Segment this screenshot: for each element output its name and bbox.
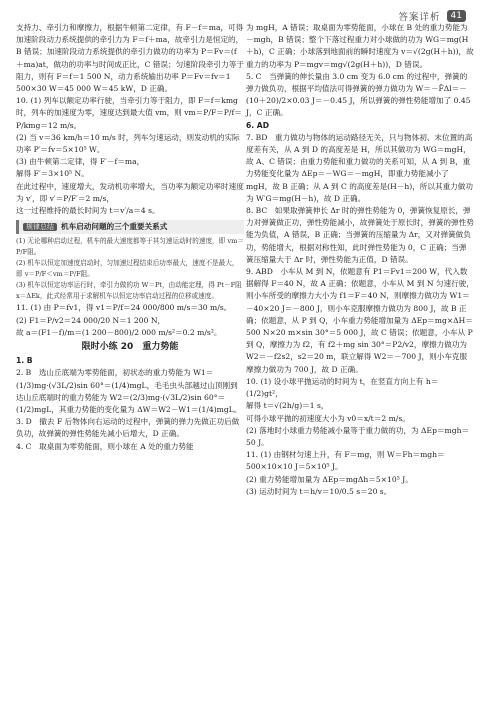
- paragraph: 8. BC 如果取弹簧伸长 Δr 时的弹性势能为 0，弹簧恢复原长，弹力对弹簧做正功，弹性势能减小，故弹簧处于原长时，弹簧的弹性势能为负值，A 错误，B 正确；当弹簧的压缩量为 Δr，又对弹簧做负功，势能增大，根据对称性知，此时弹性势能为 0，C 正确；当弹簧压缩量大于 Δr 时，弹性势能为正值，D 错误。: [246, 206, 474, 264]
- right-column: [246, 22, 474, 498]
- paragraph: (2) 当 v＝36 km/h＝10 m/s 时，列车匀速运动，则发动机的实际功率 P′＝fv＝5×10⁵ W。: [16, 132, 240, 155]
- paragraph: 9. ABD 小车从 M 到 N，依题意有 P1＝Fv1＝200 W，代入数据解得 F＝40 N，故 A 正确；依题意，小车从 M 到 N 匀速行驶，则小车所受的摩擦力大小为 f1＝F＝40 N，则摩擦力做功为 W1＝－40×20 J＝－800 J，则小车克服摩擦力做功为 800 J，故 B 正确；依题意，从 P 到 Q，小车重力势能增加量为 ΔEp＝mg×ΔH＝500 N×20 m×sin 30°＝5 000 J，故 C 错误；依题意，小车从 P 到 Q，摩擦力为 f2，有 f2＋mg sin 30°＝P2/v2，摩擦力做功为 W2＝－f2s2，s2＝20 m，联立解得 W2＝－700 J，则小车克服摩擦力做功为 700 J，故 D 正确。: [246, 267, 474, 374]
- header-title: 答案详析: [398, 12, 441, 23]
- paragraph: 故 a＝(F1－f)/m＝(1 200－800)/2 000 m/s²＝0.2 m/s²。: [16, 327, 222, 337]
- page-number: 41: [447, 10, 466, 22]
- left-column: [16, 22, 244, 453]
- paragraph: (3) 运动时间为 t＝h/v＝10/0.5 s＝20 s。: [246, 486, 392, 496]
- tip-line: (2) 机车以恒定加速度启动时，匀加速过程结束后功率最大，速度不是最大，即 v＝P/F＜vm＝P/F阻。: [16, 259, 239, 279]
- paragraph: 6. AD: [246, 120, 269, 130]
- paragraph: 解得 F′＝3×10⁵ N。: [16, 169, 89, 179]
- tip-title: 机车启动问题的三个重要关系式: [61, 222, 168, 232]
- paragraph: (2) 重力势能增加量为 ΔEp＝mgΔh＝5×10⁵ J。: [246, 474, 413, 484]
- tip-line: (1) 无论哪种启动过程，机车的最大速度都等于其匀速运动时的速度，即 vm＝P/F阻。: [16, 237, 244, 257]
- tip-line: (3) 机车以恒定功率运行时，牵引力做的功 W＝Pt，由动能定理，得 Pt－F阻x＝ΔEk，此式经常用于求解机车以恒定功率启动过程的位移或速度。: [16, 281, 242, 301]
- section-title: 限时小练 20 重力势能: [81, 342, 179, 353]
- paragraph: 这一过程维持的最长时间为 t＝v′/a＝4 s。: [16, 206, 160, 216]
- answer-line: 4. C 取桌面为零势能面，则小球在 A 处的重力势能: [16, 441, 194, 451]
- paragraph: (3) 由牛顿第二定律，得 F′－f＝ma，: [16, 157, 145, 167]
- paragraph: 10. (1) 列车以额定功率行驶，当牵引力等于阻力，即 F＝f＝kmg 时，列车的加速度为零，速度达到最大值 vm，则 vm＝P/F＝P/f＝P/kmg＝12 m/s。: [16, 96, 242, 130]
- paragraph: 为 mgH，A 错误；取桌面为零势能面，小球在 B 处的重力势能为－mgh，B 错误；整个下落过程重力对小球做的功为 WG＝mg(H＋h)，C 正确；小球落到地面前的瞬时速度为 v＝√(2g(H＋h))，故重力的功率为 P＝mgv＝mg√(2g(H＋h))，D 错误。: [246, 23, 474, 69]
- paragraph: (2) F1＝P/v2＝24 000/20 N＝1 200 N，: [16, 315, 166, 325]
- answer-line: 2. B 选山丘底端为零势能面，初状态的重力势能为 W1＝(1/3)mg·(√3L/2)sin 60°＝(1/4)mgL，毛毛虫头部越过山顶刚到达山丘底端时的重力势能为 W2＝(2/3)mg·(√3L/2)sin 60°＝(1/2)mgL，其重力势能的变化量为 ΔW＝W2－W1＝(1/4)mgL。: [16, 368, 242, 415]
- paragraph: 10. (1) 设小球平抛运动的时间为 t，在竖直方向上有 h＝(1/2)gt²，: [246, 376, 439, 399]
- answer-line: 1. B: [16, 356, 33, 366]
- tip-tag: 规律总结: [23, 223, 57, 231]
- answer-line: 3. D 撤去 F 后物体向右运动的过程中，弹簧的弹力先做正功后做负功，故弹簧的弹性势能先减小后增大，D 正确。: [16, 417, 240, 439]
- paragraph: (2) 落地时小球重力势能减小量等于重力做的功，为 ΔEp＝mgh＝50 J。: [246, 425, 470, 447]
- paragraph: 支持力、牵引力和摩擦力，根据牛顿第二定律，有 F－f＝ma，可得加速阶段动力系统提供的牵引力为 F＝f＋ma，故牵引力是恒定的，B 错误；加速阶段动力系统提供的牵引力做功的功率为 P＝Fv＝(f＋ma)at，做功的功率与时间成正比，C 错误；匀速阶段牵引力等于阻力，则有 F＝f＝1 500 N，动力系统输出功率 P＝Fv＝fv＝1 500×30 W＝45 000 W＝45 kW，D 正确。: [16, 23, 244, 94]
- paragraph: 在此过程中，速度增大，发动机功率增大，当功率为额定功率时速度为 v′，即 v′＝P/F′＝2 m/s，: [16, 181, 244, 203]
- paragraph: 7. BD 重力做功与物体的运动路径无关，只与物体初、末位置的高度差有关，从 A 到 D 的高度差是 H，所以其做功为 WG＝mgH，故 A、C 错误；由重力势能和重力做功的关系可知，从 A 到 B，重力势能变化量为 ΔEp＝－WG＝－mgH，即重力势能减小了 mgH，故 B 正确；从 A 到 C 的高度差是(H－h)，所以其重力做功为 W′G＝mg(H－h)，故 D 正确。: [246, 132, 473, 203]
- paragraph: 可得小球平抛的初速度大小为 v0＝x/t＝2 m/s。: [246, 413, 410, 423]
- paragraph: 11. (1) 由钢材匀速上升，有 F＝mg，则 W＝Fh＝mgh＝500×10×10 J＝5×10⁵ J。: [246, 450, 445, 472]
- tip-box: [16, 220, 244, 234]
- paragraph: 解得 t＝√(2h/g)＝1 s，: [246, 401, 329, 411]
- paragraph: 5. C 当弹簧的伸长量由 3.0 cm 变为 6.0 cm 的过程中，弹簧的弹力做负功，根据平均值法可得弹簧的弹力做功为 W＝－F̄Δl＝－(10＋20)/2×0.03 J＝－0.45 J，所以弹簧的弹性势能增加了 0.45 J，C 正确。: [246, 71, 471, 118]
- paragraph: 11. (1) 由 P＝fv1，得 v1＝P/f＝24 000/800 m/s＝30 m/s。: [16, 303, 232, 313]
